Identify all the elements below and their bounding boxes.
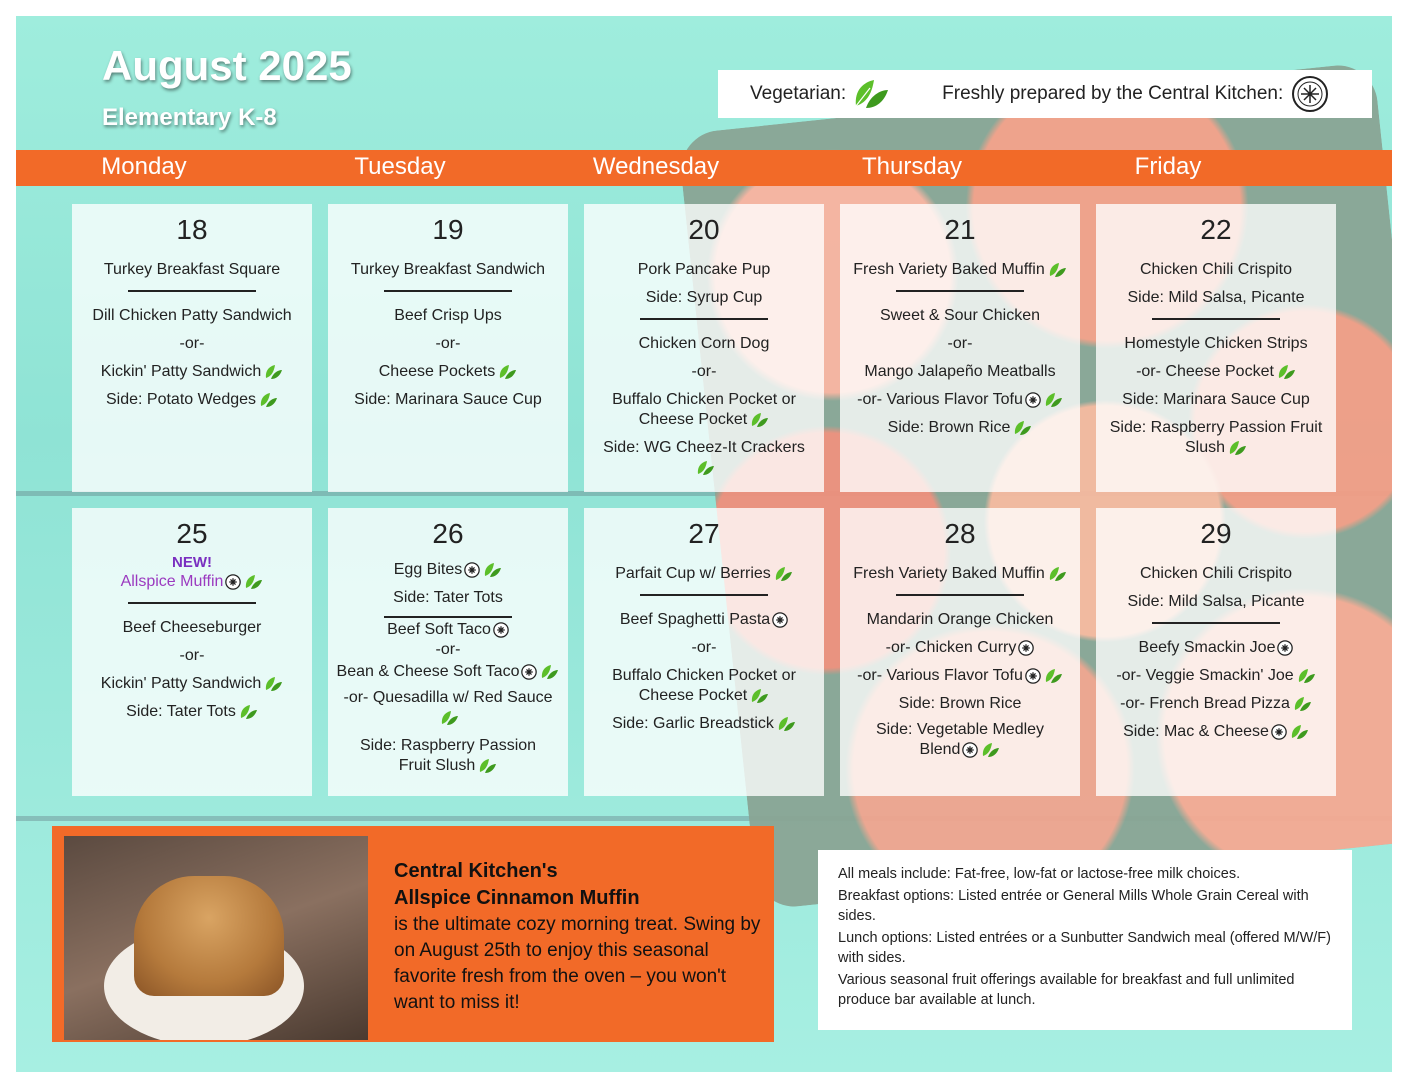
side-item: Side: Mild Salsa, Picante [1127,593,1305,610]
fresh-badge-icon [1025,668,1041,684]
date-number: 22 [1200,214,1232,245]
or-separator: -or- [435,641,461,658]
side-item: Side: Raspberry Passion Fruit Slush [359,737,537,774]
lunch-item: Buffalo Chicken Pocket or Cheese Pocket [612,391,796,428]
lunch-item: Beef Crisp Ups [394,307,502,324]
lunch-item: Buffalo Chicken Pocket or Cheese Pocket [612,667,796,704]
leaf-icon [1227,439,1247,457]
side-item: Side: Syrup Cup [645,289,763,306]
leaf-icon [1043,391,1063,409]
leaf-icon [263,363,283,381]
fresh-badge-icon [962,742,978,758]
breakfast-item: Egg Bites [328,556,568,584]
lunch-item: Homestyle Chicken Strips [1124,335,1308,352]
breakfast-item: Parfait Cup w/ Berries [584,560,824,588]
or-separator: -or- [435,335,461,352]
lunch-item: -or- Various Flavor Tofu [840,386,1080,414]
leaf-icon [258,391,278,409]
leaf-icon [1043,667,1063,685]
fresh-badge-icon [464,562,480,578]
day-monday: Monday [101,153,187,180]
menu-page [16,16,1392,1072]
day-cell-29 [1096,508,1336,796]
breakfast-item: Fresh Variety Baked Muffin [840,560,1080,588]
lunch-item: -or- Cheese Pocket [1096,358,1336,386]
promo-body: is the ultimate cozy morning treat. Swing by on August 25th to enjoy this seasonal favorite fresh from the oven – you won't want to miss it! [394,914,761,1013]
leaf-icon [1047,565,1067,583]
lunch-item: Beef Cheeseburger [122,619,262,636]
date-number: 21 [944,214,976,245]
day-tuesday: Tuesday [354,153,446,180]
promo-heading-2: Allspice Cinnamon Muffin [394,887,640,909]
date-number: 26 [432,518,464,549]
leaf-icon [539,663,559,681]
breakfast-item: Chicken Chili Crispito [1139,565,1293,582]
or-separator: -or- [691,363,717,380]
breakfast-item: Turkey Breakfast Square [103,261,281,278]
divider [1152,318,1280,320]
day-cell-21 [840,204,1080,492]
promo-box [52,826,774,1042]
breakfast-item: Allspice Muffin [72,572,312,596]
side-item: Side: Potato Wedges [72,386,312,414]
fresh-badge-icon [1271,724,1287,740]
lunch-item: Mandarin Orange Chicken [866,611,1054,628]
note-item: All meals include: Fat-free, low-fat or lactose-free milk choices. [838,866,1241,882]
or-separator: -or- [947,335,973,352]
side-item: Side: Brown Rice [898,695,1022,712]
legend-fresh [942,75,1329,113]
leaf-icon [1296,667,1316,685]
fresh-badge-icon [521,664,537,680]
muffin-photo [64,836,368,1040]
legend-vegetarian-label: Vegetarian: [750,83,847,104]
lunch-item: Beef Spaghetti Pasta [584,606,824,634]
leaf-icon [482,561,502,579]
day-cell-22 [1096,204,1336,492]
fresh-badge-icon [772,612,788,628]
fresh-badge-icon [1018,640,1034,656]
date-number: 27 [688,518,720,549]
leaf-icon [1047,261,1067,279]
divider [128,602,256,604]
side-item: Side: Marinara Sauce Cup [354,391,542,408]
date-number: 19 [432,214,464,245]
note-item: Lunch options: Listed entrées or a Sunbutter Sandwich meal (offered M/W/F) with sides. [838,930,1331,966]
promo-text [394,858,764,1016]
breakfast-item: Fresh Variety Baked Muffin [840,256,1080,284]
leaf-icon [1292,695,1312,713]
lunch-item: Beefy Smackin Joe [1096,634,1336,662]
day-cell-25 [72,508,312,796]
side-item: Side: Marinara Sauce Cup [1122,391,1310,408]
leaf-icon [1289,723,1309,741]
lunch-item: -or- Chicken Curry [840,634,1080,662]
day-cell-27 [584,508,824,796]
page-subtitle: Elementary K-8 [102,104,277,131]
lunch-item: -or- Quesadilla w/ Red Sauce [328,684,568,732]
breakfast-item: Turkey Breakfast Sandwich [350,261,546,278]
or-separator: -or- [179,647,205,664]
leaf-icon [695,459,715,477]
leaf-icon [1012,419,1032,437]
fresh-badge-icon [225,574,241,590]
leaf-icon [749,411,769,429]
date-number: 20 [688,214,720,245]
day-cell-19 [328,204,568,492]
leaf-icon [1276,363,1296,381]
lunch-item: Kickin' Patty Sandwich [72,358,312,386]
lunch-item: Cheese Pockets [328,358,568,386]
leaf-icon [850,76,890,112]
lunch-item: -or- Various Flavor Tofu [840,662,1080,690]
or-separator: -or- [691,639,717,656]
promo-heading-1: Central Kitchen's [394,860,558,882]
weekday-header [16,150,1392,186]
leaf-icon [497,363,517,381]
day-wednesday: Wednesday [592,153,720,180]
side-item: Side: Garlic Breadstick [584,710,824,738]
new-badge: NEW! [172,554,212,571]
legend [718,70,1372,118]
leaf-icon [439,709,459,727]
divider [384,290,512,292]
lunch-item: Sweet & Sour Chicken [879,307,1041,324]
side-item: Side: WG Cheez-It Crackers [584,434,824,482]
note-item: Breakfast options: Listed entrée or General Mills Whole Grain Cereal with sides. [838,888,1309,924]
side-item: Side: Brown Rice [840,414,1080,442]
day-cell-26 [328,508,568,796]
date-number: 25 [176,518,208,549]
legend-fresh-label: Freshly prepared by the Central Kitchen: [942,83,1284,104]
side-item: Side: Vegetable Medley Blend [875,721,1045,758]
lunch-item: Kickin' Patty Sandwich [72,670,312,698]
fresh-badge-icon [1291,75,1329,113]
divider [384,616,512,618]
leaf-icon [773,565,793,583]
fresh-badge-icon [1277,640,1293,656]
side-item: Side: Tater Tots [393,589,503,606]
leaf-icon [243,573,263,591]
lunch-item: -or- Veggie Smackin' Joe [1096,662,1336,690]
legend-vegetarian [750,76,890,112]
lunch-item: Beef Soft Taco [328,620,568,640]
day-friday: Friday [1134,153,1202,180]
date-number: 18 [176,214,208,245]
leaf-icon [263,675,283,693]
leaf-icon [980,741,1000,759]
lunch-item: -or- French Bread Pizza [1096,690,1336,718]
note-item: Various seasonal fruit offerings available for breakfast and full unlimited produce bar available at lunch. [838,972,1295,1008]
date-number: 29 [1200,518,1232,549]
lunch-item: Mango Jalapeño Meatballs [864,363,1056,380]
side-item: Side: Mac & Cheese [1096,718,1336,746]
breakfast-item: Pork Pancake Pup [637,261,771,278]
side-item: Side: Raspberry Passion Fruit Slush [1109,419,1323,456]
or-separator: -or- [179,335,205,352]
fresh-badge-icon [493,622,509,638]
day-cell-20 [584,204,824,492]
fresh-badge-icon [1025,392,1041,408]
divider [896,290,1024,292]
day-cell-18 [72,204,312,492]
divider [640,318,768,320]
lunch-item: Dill Chicken Patty Sandwich [92,307,292,324]
breakfast-item: Chicken Chili Crispito [1139,261,1293,278]
leaf-icon [477,757,497,775]
divider [1152,622,1280,624]
page-title: August 2025 [102,42,352,89]
side-item: Side: Tater Tots [72,698,312,726]
day-cell-28 [840,508,1080,796]
divider [128,290,256,292]
leaf-icon [238,703,258,721]
date-number: 28 [944,518,976,549]
muffin-shape [134,876,284,996]
side-item: Side: Mild Salsa, Picante [1127,289,1305,306]
meal-notes [818,850,1352,1030]
day-thursday: Thursday [861,153,963,180]
lunch-item: Chicken Corn Dog [638,335,770,352]
lunch-item: Bean & Cheese Soft Taco [328,660,568,684]
divider [640,594,768,596]
divider [896,594,1024,596]
leaf-icon [749,687,769,705]
leaf-icon [776,715,796,733]
